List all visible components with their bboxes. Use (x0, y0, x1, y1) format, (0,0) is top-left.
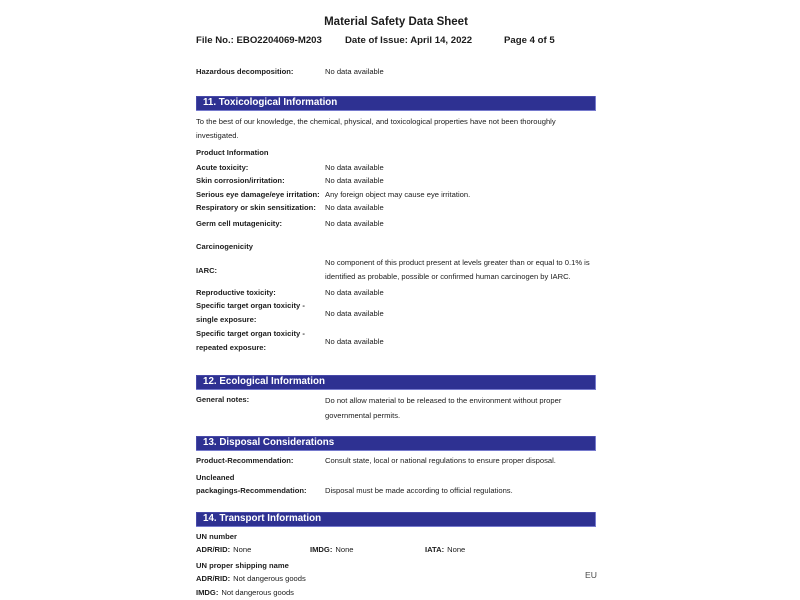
field-label: Hazardous decomposition: (196, 67, 294, 76)
transport-value: None (335, 544, 354, 554)
date-of-issue: Date of Issue: April 14, 2022 (345, 35, 473, 46)
field-label: Skin corrosion/irritation: (196, 176, 285, 186)
field-row-eye-damage (196, 188, 596, 201)
field-label: IARC: (196, 265, 218, 275)
field-row-product-recommendation (196, 454, 596, 467)
field-value: No data available (325, 67, 384, 76)
transport-cell-iata (425, 543, 596, 556)
field-value: No data available (325, 288, 384, 298)
transport-label: IATA: (425, 544, 445, 554)
field-row-iarc (196, 256, 596, 284)
transport-label: ADR/RID: (196, 574, 231, 584)
value-line: Do not allow material to be released to the environment without proper (325, 396, 562, 406)
label-line: single exposure: (196, 315, 257, 325)
field-row-general-notes (196, 393, 596, 423)
label-line: Specific target organ toxicity - (196, 301, 305, 311)
label-line: repeated exposure: (196, 343, 267, 353)
intro-line: To the best of our knowledge, the chemical, physical, and toxicological properties have not been thoroughly (196, 117, 556, 127)
section-header-transport (196, 512, 596, 527)
section-header-ecological (196, 375, 596, 390)
transport-value: Not dangerous goods (233, 574, 306, 584)
footer-region-label: EU (585, 570, 597, 580)
field-value (325, 256, 590, 284)
field-label: packagings-Recommendation: (196, 485, 307, 495)
value-line: identified as probable, possible or confirmed human carcinogen by IARC. (325, 272, 571, 282)
toxicological-intro (196, 115, 596, 143)
file-number: File No.: EBO2204069-M203 (196, 35, 322, 46)
field-value: Disposal must be made according to official regulations. (325, 485, 513, 495)
label-line: Specific target organ toxicity - (196, 329, 305, 339)
field-value: Any foreign object may cause eye irritation. (325, 189, 471, 199)
field-label (196, 299, 325, 327)
un-number-row (196, 543, 596, 556)
transport-label: IMDG: (196, 587, 219, 597)
field-label: Product-Recommendation: (196, 456, 294, 466)
transport-label: ADR/RID: (196, 544, 231, 554)
document-title: Material Safety Data Sheet (324, 16, 468, 28)
transport-label: IMDG: (310, 544, 333, 554)
section-title: 12. Ecological Information (203, 376, 325, 388)
field-label: General notes: (196, 395, 250, 405)
section-title: 13. Disposal Considerations (203, 437, 335, 449)
document-meta-row (196, 35, 596, 46)
field-label: Respiratory or skin sensitization: (196, 202, 316, 212)
value-line: No component of this product present at levels greater than or equal to 0.1% is (325, 258, 590, 268)
carcinogenicity-heading: Carcinogenicity (196, 242, 253, 252)
field-value (325, 393, 561, 423)
field-label: Germ cell mutagenicity: (196, 219, 283, 229)
field-row-stot-repeated (196, 327, 596, 355)
field-row-stot-single (196, 299, 596, 327)
field-row-reproductive-toxicity (196, 286, 596, 299)
page-number: Page 4 of 5 (504, 35, 555, 46)
field-label: Serious eye damage/eye irritation: (196, 189, 320, 199)
transport-value: Not dangerous goods (221, 587, 294, 597)
field-row-acute-toxicity (196, 161, 596, 174)
field-value: No data available (325, 336, 384, 346)
value-line: governmental permits. (325, 411, 401, 421)
intro-line: investigated. (196, 131, 239, 141)
transport-value: None (233, 544, 252, 554)
section-header-toxicological (196, 96, 596, 111)
shipping-row-adr-rid (196, 572, 596, 585)
field-value: Consult state, local or national regulations to ensure proper disposal. (325, 456, 556, 466)
field-label (196, 327, 325, 355)
transport-cell-adr-rid (196, 543, 310, 556)
field-value: No data available (325, 308, 384, 318)
uncleaned-heading: Uncleaned (196, 472, 235, 482)
field-row-packagings-recommendation (196, 484, 596, 497)
field-row-skin-corrosion (196, 174, 596, 187)
field-value: No data available (325, 176, 384, 186)
shipping-row-imdg (196, 586, 596, 599)
section-title: 14. Transport Information (203, 512, 322, 524)
section-title: 11. Toxicological Information (203, 97, 338, 109)
field-row-respiratory-sensitization (196, 201, 596, 214)
shipping-name-heading: UN proper shipping name (196, 561, 289, 571)
field-row-germ-cell-mutagenicity (196, 217, 596, 230)
transport-value: None (447, 544, 466, 554)
section-header-disposal (196, 436, 596, 451)
transport-cell-imdg (310, 543, 425, 556)
field-value: No data available (325, 202, 384, 212)
un-number-heading: UN number (196, 531, 237, 541)
field-label: Reproductive toxicity: (196, 288, 276, 298)
field-label: Acute toxicity: (196, 163, 249, 173)
field-row-hazardous-decomposition (196, 65, 596, 78)
field-value: No data available (325, 163, 384, 173)
field-value: No data available (325, 219, 384, 229)
product-information-heading: Product Information (196, 148, 269, 158)
document-content (196, 0, 596, 599)
